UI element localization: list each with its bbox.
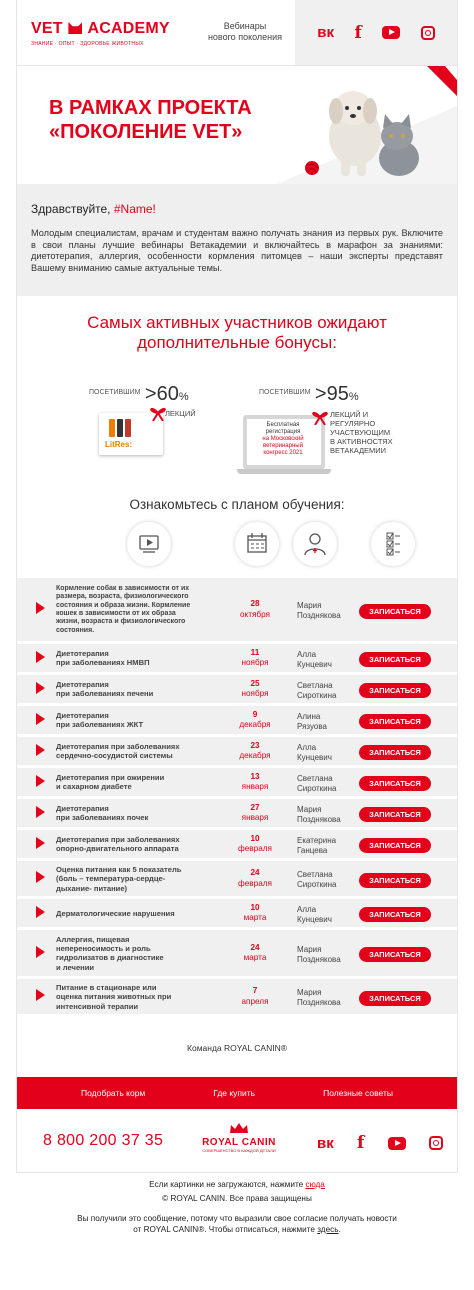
webinar-date [230, 868, 280, 889]
webinar-title [56, 935, 164, 972]
webinar-row [17, 644, 457, 675]
litres-card-label: LitRes: [105, 440, 133, 449]
speaker-name-line: Мария [297, 944, 322, 954]
bonus-right-desc-line: РЕГУЛЯРНО [330, 419, 376, 428]
youtube-icon[interactable] [382, 26, 400, 39]
webinar-day: 25 [250, 678, 260, 688]
speaker-name-line: Позднякова [297, 998, 341, 1007]
header-tagline [195, 0, 295, 65]
facebook-icon[interactable]: f [357, 1133, 365, 1153]
webinar-title-line: при заболеваниях печени [56, 689, 154, 699]
webinar-row [17, 861, 457, 899]
webinar-day: 10 [250, 902, 260, 912]
speaker-name-line: Алла [297, 649, 317, 659]
header-social-links [295, 0, 457, 65]
webinar-month: февраля [238, 844, 272, 853]
register-button[interactable]: ЗАПИСАТЬСЯ [359, 807, 431, 822]
bonus-section [17, 353, 457, 495]
webinar-speaker [297, 836, 336, 856]
greeting-hello: Здравствуйте, [31, 202, 111, 216]
legal-footer [0, 1179, 474, 1235]
brand-subtitle: СОВЕРШЕНСТВО В КАЖДОЙ ДЕТАЛИ [202, 1148, 276, 1153]
webinar-title-line: Диетотерапия при ожирении [56, 773, 165, 783]
webinar-title [56, 742, 180, 761]
register-button[interactable]: ЗАПИСАТЬСЯ [359, 947, 431, 962]
webinar-title [56, 711, 143, 730]
webinar-speaker [297, 905, 332, 925]
register-button[interactable]: ЗАПИСАТЬСЯ [359, 683, 431, 698]
speaker-name-line: Рязуова [297, 721, 327, 731]
register-button[interactable]: ЗАПИСАТЬСЯ [359, 873, 431, 888]
facebook-icon[interactable]: f [354, 22, 362, 43]
webinar-month: января [241, 813, 269, 822]
webinar-day: 11 [250, 647, 260, 657]
play-arrow-icon [36, 837, 45, 849]
bonus-right-count [259, 383, 359, 406]
play-arrow-icon [36, 906, 45, 918]
webinar-title [56, 680, 153, 699]
greeting-name: #Name! [113, 202, 156, 216]
webinar-speaker [297, 601, 341, 621]
video-icon [127, 522, 171, 566]
bonus-left-small: ПОСЕТИВШИМ [89, 389, 141, 396]
webinar-speaker [297, 870, 336, 890]
webinar-title-line: опорно-двигательного аппарата [56, 844, 179, 854]
webinar-date [230, 648, 280, 669]
register-button[interactable]: ЗАПИСАТЬСЯ [359, 776, 431, 791]
webinar-date [230, 803, 280, 824]
webinar-day: 24 [250, 868, 260, 877]
images-notice [0, 1179, 474, 1190]
bonus-title [17, 313, 457, 353]
cat-icon [68, 22, 82, 34]
images-notice-text: Если картинки не загружаются, нажмите [149, 1180, 304, 1189]
webinar-month: декабря [239, 720, 271, 729]
webinar-title-line: Дерматологические нарушения [56, 908, 175, 918]
footer-contacts [17, 1109, 457, 1173]
logo-left-text: VET [31, 20, 63, 37]
nav-useful-tips[interactable]: Полезные советы [323, 1088, 393, 1098]
speaker-name-line: Позднякова [297, 611, 341, 620]
bonus-right-desc-line: УЧАСТВУЮЩИМ [330, 428, 391, 437]
play-arrow-icon [36, 806, 45, 818]
tagline-line-1: Вебинары [223, 21, 267, 31]
webinar-title-line: Питание в стационаре или [56, 983, 157, 993]
ticket-line: регистрация [265, 429, 301, 435]
webinar-day: 13 [250, 771, 260, 781]
webinar-month: апреля [241, 996, 269, 1006]
logo-subtitle: ЗНАНИЕ · ОПЫТ · ЗДОРОВЬЕ ЖИВОТНЫХ [31, 41, 144, 47]
team-signature: Команда ROYAL CANIN® [187, 1043, 287, 1053]
play-arrow-icon [36, 602, 45, 614]
play-arrow-icon [36, 682, 45, 694]
webinar-title-line: Диетотерапия [56, 649, 109, 659]
speaker-name-line: Сироткина [297, 880, 337, 889]
register-button[interactable]: ЗАПИСАТЬСЯ [359, 652, 431, 667]
ticket-line: ветеринарный [263, 443, 303, 449]
ticket-line: на Московский [262, 436, 304, 442]
register-button[interactable]: ЗАПИСАТЬСЯ [359, 991, 431, 1006]
email-header [17, 0, 457, 66]
calendar-icon [235, 522, 279, 566]
webinar-title-line: Диетотерапия [56, 680, 109, 690]
webinar-title-line: Диетотерапия при заболеваниях [56, 742, 180, 752]
webinar-title-line: размера, возраста, физиологического [56, 593, 189, 601]
webinar-title [56, 983, 171, 1011]
webinar-title-line: при заболеваниях почек [56, 813, 149, 823]
nav-find-food[interactable]: Подобрать корм [81, 1088, 146, 1098]
checklist-icon [371, 522, 415, 566]
register-button[interactable]: ЗАПИСАТЬСЯ [359, 907, 431, 922]
speaker-name-line: Кунцевич [297, 914, 332, 924]
webinar-date [230, 710, 280, 731]
doctor-icon [293, 522, 337, 566]
speaker-name-line: Алла [297, 904, 317, 914]
nav-where-to-buy[interactable]: Где купить [213, 1088, 256, 1098]
speaker-name-line: Алина [297, 711, 321, 721]
webinar-speaker [297, 743, 332, 763]
webinar-title-line: интенсивной терапии [56, 1001, 139, 1011]
webinar-title-line: состояния и образа жизни. Кормление [56, 601, 191, 609]
webinar-row [17, 830, 457, 861]
footer-nav [17, 1077, 457, 1109]
bonus-left-pct: % [178, 391, 189, 403]
ticket-line: конгресс 2021 [263, 450, 303, 456]
webinar-month: ноября [241, 689, 269, 698]
instagram-icon[interactable] [421, 26, 435, 40]
gift-bow-icon [309, 409, 331, 425]
webinar-title [56, 649, 150, 668]
crown-icon [228, 1121, 250, 1135]
webinar-day: 28 [250, 599, 260, 608]
webinar-row [17, 706, 457, 737]
webinar-speaker [297, 945, 341, 965]
speaker-name-line: Светлана [297, 680, 333, 690]
webinar-row [17, 737, 457, 768]
webinar-title-line: при заболеваниях НМВП [56, 658, 150, 668]
webinar-month: февраля [238, 878, 272, 888]
vet-academy-logo[interactable] [17, 0, 195, 65]
webinar-row [17, 675, 457, 706]
webinar-day: 27 [250, 802, 260, 812]
webinar-title-line: непереносимость и роль [56, 944, 151, 954]
webinar-date [230, 599, 280, 620]
bonus-title-line-2: дополнительные бонусы: [137, 333, 337, 352]
laptop-base [237, 469, 331, 474]
webinar-speaker [297, 988, 341, 1008]
bonus-right-small: ПОСЕТИВШИМ [259, 389, 311, 396]
greeting-body: Молодым специалистам, врачам и студентам важно получать знания из первых рук. Включите в свои планы лучшие вебинары Ветакадемии и включайтесь в марафон за знаниями: диетотерапия, аллергия, особенности кормления питомцев – наши эксперты представят Вашему вниманию самые актуальные темы. [31, 228, 443, 273]
webinar-title [56, 835, 180, 854]
webinar-title-line: (боль – температура-сердце- [56, 874, 166, 884]
speaker-name-line: Позднякова [297, 814, 341, 824]
webinar-row [17, 899, 457, 930]
bonus-right-desc-line: ВЕТАКАДЕМИИ [330, 446, 387, 455]
images-link[interactable]: сюда [305, 1180, 325, 1189]
webinar-title [56, 585, 190, 635]
hero-title [49, 96, 252, 144]
bonus-title-line-1: Самых активных участников ожидают [87, 313, 387, 332]
unsubscribe-end: . [338, 1225, 341, 1234]
webinar-row [17, 979, 457, 1017]
hero-banner [17, 66, 457, 184]
speaker-name-line: Екатерина [297, 835, 337, 845]
webinar-month: декабря [239, 751, 271, 760]
play-arrow-icon [36, 775, 45, 787]
unsubscribe-notice [0, 1213, 474, 1235]
register-button[interactable]: ЗАПИСАТЬСЯ [359, 714, 431, 729]
webinar-day: 10 [250, 833, 260, 843]
webinar-month: марта [243, 913, 267, 922]
plan-icons-row [17, 512, 457, 574]
webinar-month: ноября [241, 658, 269, 667]
webinar-speaker [297, 774, 336, 794]
unsubscribe-link[interactable]: здесь [317, 1225, 339, 1234]
webinar-title-line: кошек в зависимости от их образа [56, 610, 176, 618]
ticket-text [251, 422, 315, 457]
gift-bow-icon [147, 405, 169, 421]
webinar-title-line: дыхание- питание) [56, 883, 128, 893]
instagram-icon[interactable] [429, 1136, 443, 1150]
bonus-left-count [89, 383, 189, 406]
webinar-date [230, 943, 280, 964]
play-arrow-icon [36, 713, 45, 725]
speaker-name-line: Позднякова [297, 954, 341, 964]
webinar-month: октября [240, 609, 270, 619]
puppy-kitten-image [257, 66, 457, 184]
hero-line-2: «ПОКОЛЕНИЕ VET» [49, 121, 243, 143]
webinar-date [230, 903, 280, 924]
webinar-day: 9 [252, 709, 258, 719]
webinar-speaker [297, 681, 336, 701]
youtube-icon[interactable] [388, 1137, 406, 1150]
unsubscribe-line-2: от ROYAL CANIN®. Чтобы отписаться, нажмите [133, 1225, 315, 1234]
webinar-title-line: состояния. [56, 626, 95, 634]
webinar-speaker [297, 712, 327, 732]
register-button[interactable]: ЗАПИСАТЬСЯ [359, 745, 431, 760]
ticket-line: Бесплатная [266, 422, 300, 428]
litres-gift-card [99, 413, 163, 455]
email-container [16, 0, 458, 1173]
webinar-title-line: сердечно-сосудистой системы [56, 751, 173, 761]
webinar-schedule [17, 578, 457, 1017]
webinar-title [56, 773, 164, 792]
speaker-name-line: Кунцевич [297, 752, 332, 762]
webinar-title-line: и сахарном диабете [56, 782, 132, 792]
webinar-title-line: и лечении [56, 962, 95, 972]
webinar-date [230, 772, 280, 793]
speaker-name-line: Кунцевич [297, 659, 332, 669]
play-arrow-icon [36, 989, 45, 1001]
bonus-left-desc: ЛЕКЦИЙ [165, 409, 196, 418]
play-arrow-icon [36, 871, 45, 883]
webinar-title-line: Оценка питания как 5 показатель [56, 865, 182, 875]
footer-social-links [317, 1133, 443, 1153]
tagline-line-2: нового поколения [207, 32, 283, 42]
speaker-name-line: Светлана [297, 870, 333, 879]
webinar-day: 7 [252, 986, 258, 995]
register-button[interactable]: ЗАПИСАТЬСЯ [359, 604, 431, 619]
copyright: © ROYAL CANIN. Все права защищены [162, 1194, 312, 1203]
webinar-title [56, 865, 181, 893]
unsubscribe-line-1: Вы получили это сообщение, потому что выразили свое согласие получать новости [77, 1214, 397, 1223]
webinar-title-line: Диетотерапия при заболеваниях [56, 835, 180, 845]
webinar-date [230, 834, 280, 855]
webinar-title-line: оценка питания животных при [56, 992, 172, 1002]
webinar-row [17, 578, 457, 644]
webinar-row [17, 930, 457, 979]
webinar-title-line: Аллергия, пищевая [56, 934, 130, 944]
webinar-date [230, 679, 280, 700]
vk-icon[interactable]: вк [317, 1134, 334, 1152]
webinar-date [230, 741, 280, 762]
webinar-row [17, 768, 457, 799]
webinar-speaker [297, 650, 332, 670]
play-arrow-icon [36, 946, 45, 958]
bonus-right-pct: % [348, 391, 359, 403]
play-arrow-icon [36, 651, 45, 663]
webinar-title-line: жизни, возраста и физиологического [56, 618, 186, 626]
laptop-ticket-image [243, 415, 325, 469]
register-button[interactable]: ЗАПИСАТЬСЯ [359, 838, 431, 853]
webinar-title [56, 804, 148, 823]
webinar-title-line: Кормление собак в зависимости от их [56, 584, 190, 592]
speaker-name-line: Мария [297, 804, 322, 814]
webinar-title-line: Диетотерапия [56, 804, 109, 814]
speaker-name-line: Мария [297, 988, 322, 997]
speaker-name-line: Мария [297, 601, 322, 610]
bonus-right-big: >95 [314, 383, 349, 405]
phone-number[interactable]: 8 800 200 37 35 [43, 1132, 164, 1149]
webinar-month: января [241, 782, 269, 791]
hero-line-1: В РАМКАХ ПРОЕКТА [49, 97, 252, 119]
speaker-name-line: Ганцева [297, 845, 328, 855]
webinar-title-line: при заболеваниях ЖКТ [56, 720, 144, 730]
speaker-name-line: Сироткина [297, 690, 337, 700]
brand-name: ROYAL CANIN [202, 1137, 276, 1148]
webinar-title-line: Диетотерапия [56, 711, 109, 721]
bonus-left-big: >60 [144, 383, 179, 405]
speaker-name-line: Светлана [297, 773, 333, 783]
bonus-right-desc-line: ЛЕКЦИЙ И [330, 410, 369, 419]
vk-icon[interactable]: вк [317, 24, 334, 41]
logo-right-text: ACADEMY [87, 20, 170, 37]
webinar-date [230, 986, 280, 1007]
play-arrow-icon [36, 744, 45, 756]
greeting-block [17, 184, 457, 296]
speaker-name-line: Алла [297, 742, 317, 752]
webinar-day: 24 [250, 942, 260, 952]
webinar-title [56, 909, 175, 918]
webinar-speaker [297, 805, 341, 825]
bonus-right-desc [330, 410, 393, 455]
webinar-month: марта [243, 953, 267, 962]
webinar-day: 23 [250, 740, 260, 750]
webinar-title-line: гидролизатов в диагностике [56, 953, 164, 963]
bonus-right-desc-line: В АКТИВНОСТЯХ [330, 437, 393, 446]
speaker-name-line: Сироткина [297, 783, 337, 793]
webinar-row [17, 799, 457, 830]
greeting-heading [31, 202, 443, 216]
royal-canin-logo[interactable] [199, 1121, 279, 1153]
plan-title: Ознакомьтесь с планом обучения: [129, 497, 345, 512]
